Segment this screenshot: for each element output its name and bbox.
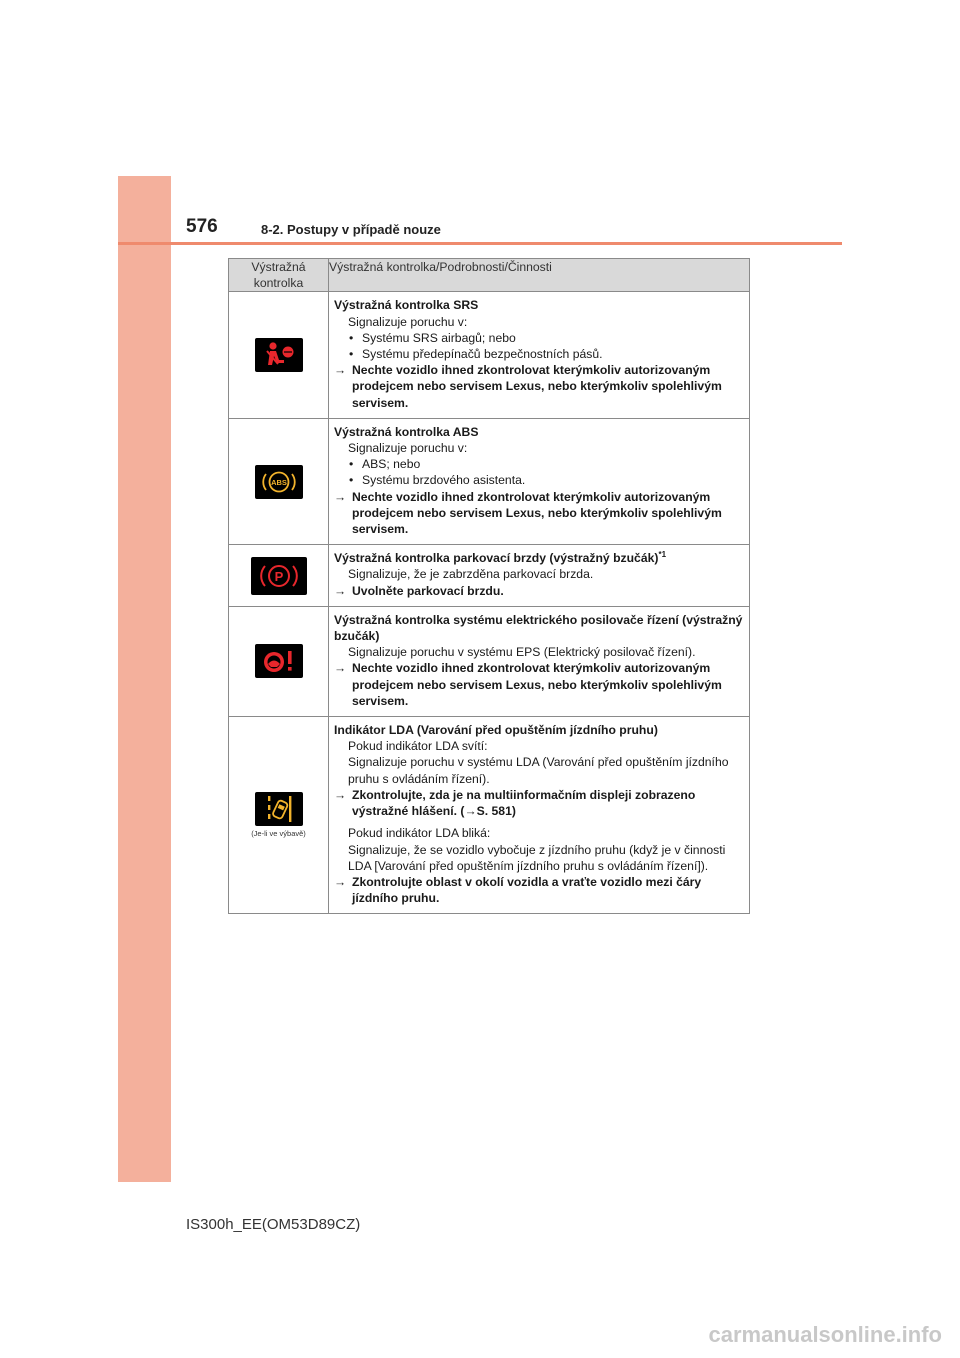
icon-cell xyxy=(229,545,329,607)
case-heading: Pokud indikátor LDA bliká: xyxy=(348,826,491,841)
abs-icon xyxy=(255,465,303,499)
srs-airbag-icon xyxy=(255,338,303,372)
desc-cell xyxy=(329,606,750,716)
row-title: Výstražná kontrolka ABS xyxy=(334,424,479,439)
svg-text:!: ! xyxy=(254,644,255,646)
row-title: Výstražná kontrolka parkovací brzdy (výstražný bzučák)$^{*1}$ xyxy=(334,550,667,566)
table-row xyxy=(229,292,750,418)
document-code: IS300h_EE(OM53D89CZ) xyxy=(186,1216,361,1233)
table-row xyxy=(229,545,750,607)
desc-cell xyxy=(329,418,750,544)
footnote-ref: *1 xyxy=(658,550,667,560)
row-intro: Signalizuje poruchu v: xyxy=(348,314,468,329)
case-heading: Pokud indikátor LDA svítí: xyxy=(348,739,488,754)
warning-light-table xyxy=(228,258,750,914)
row-action: → Uvolněte parkovací brzdu. xyxy=(334,583,504,598)
lda-lane-icon xyxy=(255,792,303,826)
eps-steering-icon xyxy=(255,644,303,678)
col-desc-header: Výstražná kontrolka/Podrobnosti/Činnosti xyxy=(329,259,750,292)
row-title: Indikátor LDA (Varování před opuštěním jízdního pruhu) xyxy=(334,723,658,738)
case-text: Signalizuje, že se vozidlo vybočuje z jízdního pruhu (když je v činnosti LDA [Varování před opuštěním jízdního pruhu s ovládáním řízení]). xyxy=(348,842,726,873)
row-intro: Signalizuje poruchu v: xyxy=(348,441,468,456)
row-action: → Nechte vozidlo ihned zkontrolovat kterýmkoliv autorizovaným prodejcem nebo servisem Lexus, nebo kterýmkoliv spolehlivým servisem. xyxy=(334,363,722,410)
row-intro: Signalizuje, že je zabrzděna parkovací brzda. xyxy=(348,567,594,582)
table-row xyxy=(229,418,750,544)
icon-cell xyxy=(229,717,329,914)
page-number: 576 xyxy=(186,216,218,237)
section-title: 8-2. Postupy v případě nouze xyxy=(261,222,441,237)
row-action: → Zkontrolujte, zda je na multiinformačním displeji zobrazeno výstražné hlášení. (→S. 581) xyxy=(334,787,696,819)
parking-brake-icon xyxy=(251,557,307,595)
row-title: Výstražná kontrolka systému elektrického posilovače řízení (výstražný bzučák) xyxy=(334,612,743,644)
icon-cell xyxy=(229,292,329,418)
row-action: → Zkontrolujte oblast v okolí vozidla a vraťte vozidlo mezi čáry jízdního pruhu. xyxy=(334,874,702,906)
desc-cell xyxy=(329,292,750,418)
table-row xyxy=(229,606,750,716)
row-action: → Nechte vozidlo ihned zkontrolovat kterýmkoliv autorizovaným prodejcem nebo servisem Lexus, nebo kterýmkoliv spolehlivým servisem. xyxy=(334,661,722,708)
row-bullet: • Systému předepínačů bezpečnostních pásů. xyxy=(349,347,603,362)
row-intro: Signalizuje poruchu v systému EPS (Elektrický posilovač řízení). xyxy=(348,645,696,660)
section-side-strip xyxy=(118,176,171,1182)
row-title: Výstražná kontrolka SRS xyxy=(334,298,479,313)
table-row xyxy=(229,717,750,914)
row-bullet: • Systému brzdového asistenta. xyxy=(349,473,526,488)
header-rule xyxy=(118,242,842,245)
availability-note: (Je-li ve výbavě) xyxy=(251,829,306,839)
watermark: carmanualsonline.info xyxy=(708,1322,942,1347)
col-icon-header: Výstražná kontrolka xyxy=(229,259,329,292)
svg-text:ABS: ABS xyxy=(270,477,287,487)
desc-cell xyxy=(329,545,750,607)
row-bullet: • ABS; nebo xyxy=(349,457,421,472)
icon-cell xyxy=(229,418,329,544)
svg-text:P: P xyxy=(274,568,283,584)
icon-cell xyxy=(229,606,329,716)
row-action: → Nechte vozidlo ihned zkontrolovat kterýmkoliv autorizovaným prodejcem nebo servisem Lexus, nebo kterýmkoliv spolehlivým servisem. xyxy=(334,489,722,537)
case-text: Signalizuje poruchu v systému LDA (Varování před opuštěním jízdního pruhu s ovládáním řízení). xyxy=(348,755,729,786)
table-header-row xyxy=(229,259,750,292)
row-bullet: • Systému SRS airbagů; nebo xyxy=(349,330,516,345)
desc-cell xyxy=(329,717,750,914)
